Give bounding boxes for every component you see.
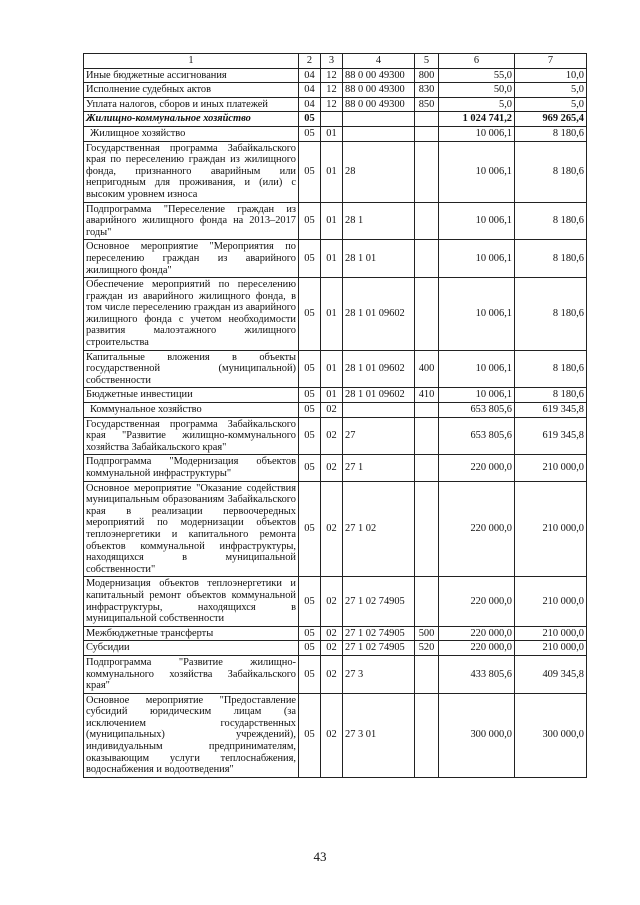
row-name-cell: Основное мероприятие "Предоставление субсидий юридическим лицам (за исключением государственных (муниципальных) учреждений), индивидуальным предпринимателям, оказывающим услуги теплоснабжения, водоснабжения и водоотведения": [84, 693, 299, 777]
amount-col7-cell: 8 180,6: [515, 388, 587, 403]
table-row: [84, 68, 587, 83]
expense-type-cell: [415, 455, 439, 481]
row-name-cell: Государственная программа Забайкальского края "Развитие жилищно-коммунального хозяйства Забайкальского края": [84, 417, 299, 455]
subsection-code-cell: 01: [321, 240, 343, 278]
section-code-cell: 05: [299, 417, 321, 455]
subsection-code-cell: 12: [321, 83, 343, 98]
target-article-cell: 28 1 01 09602: [343, 388, 415, 403]
target-article-cell: 27 1: [343, 455, 415, 481]
section-code-cell: 05: [299, 693, 321, 777]
page-number: 43: [313, 849, 327, 864]
table-row: [84, 202, 587, 240]
row-name-cell: Уплата налогов, сборов и иных платежей: [84, 97, 299, 112]
target-article-cell: 27 3 01: [343, 693, 415, 777]
section-code-cell: 05: [299, 141, 321, 202]
row-name-cell: Жилищно-коммунальное хозяйство: [84, 112, 299, 127]
expense-type-cell: [415, 278, 439, 351]
section-code-cell: 05: [299, 112, 321, 127]
expense-type-cell: [415, 202, 439, 240]
subsection-code-cell: 01: [321, 141, 343, 202]
header-cell: 1: [84, 54, 299, 69]
table-row: [84, 112, 587, 127]
amount-col6-cell: 653 805,6: [439, 403, 515, 418]
table-row: [84, 97, 587, 112]
row-name-cell: Иные бюджетные ассигнования: [84, 68, 299, 83]
amount-col7-cell: 619 345,8: [515, 417, 587, 455]
expense-type-cell: 400: [415, 350, 439, 388]
table-row: [84, 240, 587, 278]
amount-col6-cell: 220 000,0: [439, 626, 515, 641]
row-name-cell: Основное мероприятие "Оказание содействия муниципальным образованиям Забайкальского края в реализации первоочередных мероприятий по модернизации объектов теплоэнергетики и капитального ремонта объектов коммунальной инфраструктуры, находящихся в муниципальной собственности": [84, 481, 299, 577]
section-code-cell: 05: [299, 388, 321, 403]
amount-col6-cell: 1 024 741,2: [439, 112, 515, 127]
subsection-code-cell: 01: [321, 388, 343, 403]
section-code-cell: 04: [299, 83, 321, 98]
subsection-code-cell: 02: [321, 577, 343, 626]
row-name-cell: Жилищное хозяйство: [84, 126, 299, 141]
amount-col6-cell: 50,0: [439, 83, 515, 98]
expense-type-cell: [415, 655, 439, 693]
section-code-cell: 05: [299, 202, 321, 240]
table-row: [84, 83, 587, 98]
amount-col7-cell: 5,0: [515, 83, 587, 98]
amount-col7-cell: 8 180,6: [515, 202, 587, 240]
amount-col6-cell: 220 000,0: [439, 455, 515, 481]
subsection-code-cell: 02: [321, 417, 343, 455]
expense-type-cell: [415, 112, 439, 127]
table-row: [84, 455, 587, 481]
header-cell: 2: [299, 54, 321, 69]
target-article-cell: 27 1 02 74905: [343, 626, 415, 641]
amount-col6-cell: 433 805,6: [439, 655, 515, 693]
amount-col6-cell: 10 006,1: [439, 240, 515, 278]
amount-col7-cell: 8 180,6: [515, 278, 587, 351]
amount-col7-cell: 8 180,6: [515, 350, 587, 388]
amount-col6-cell: 220 000,0: [439, 577, 515, 626]
amount-col6-cell: 10 006,1: [439, 202, 515, 240]
target-article-cell: 28 1 01: [343, 240, 415, 278]
header-row: [84, 54, 587, 69]
header-cell: 3: [321, 54, 343, 69]
table-row: [84, 626, 587, 641]
section-code-cell: 05: [299, 240, 321, 278]
row-name-cell: Субсидии: [84, 641, 299, 656]
expense-type-cell: [415, 141, 439, 202]
subsection-code-cell: 02: [321, 655, 343, 693]
table-row: [84, 655, 587, 693]
target-article-cell: 28 1 01 09602: [343, 278, 415, 351]
header-cell: 5: [415, 54, 439, 69]
amount-col7-cell: 210 000,0: [515, 641, 587, 656]
amount-col7-cell: 969 265,4: [515, 112, 587, 127]
section-code-cell: 05: [299, 577, 321, 626]
amount-col6-cell: 10 006,1: [439, 350, 515, 388]
section-code-cell: 05: [299, 350, 321, 388]
target-article-cell: 27 1 02: [343, 481, 415, 577]
section-code-cell: 05: [299, 641, 321, 656]
expense-type-cell: [415, 693, 439, 777]
amount-col7-cell: 210 000,0: [515, 577, 587, 626]
row-name-cell: Подпрограмма "Развитие жилищно-коммунального хозяйства Забайкальского края": [84, 655, 299, 693]
subsection-code-cell: 02: [321, 693, 343, 777]
section-code-cell: 04: [299, 68, 321, 83]
target-article-cell: 28 1: [343, 202, 415, 240]
row-name-cell: Капитальные вложения в объекты государственной (муниципальной) собственности: [84, 350, 299, 388]
row-name-cell: Модернизация объектов теплоэнергетики и капитальный ремонт объектов коммунальной инфраструктуры, находящихся в муниципальной собственности: [84, 577, 299, 626]
amount-col6-cell: 10 006,1: [439, 141, 515, 202]
subsection-code-cell: 12: [321, 68, 343, 83]
row-name-cell: Подпрограмма "Модернизация объектов коммунальной инфраструктуры": [84, 455, 299, 481]
subsection-code-cell: 01: [321, 278, 343, 351]
expense-type-cell: [415, 417, 439, 455]
row-name-cell: Исполнение судебных актов: [84, 83, 299, 98]
amount-col7-cell: 210 000,0: [515, 626, 587, 641]
table-row: [84, 126, 587, 141]
table-row: [84, 417, 587, 455]
expense-type-cell: [415, 126, 439, 141]
section-code-cell: 05: [299, 278, 321, 351]
budget-table: [83, 53, 587, 778]
budget-table-body: [84, 68, 587, 777]
section-code-cell: 05: [299, 626, 321, 641]
header-cell: 4: [343, 54, 415, 69]
expense-type-cell: [415, 403, 439, 418]
target-article-cell: 28: [343, 141, 415, 202]
table-row: [84, 481, 587, 577]
section-code-cell: 05: [299, 403, 321, 418]
amount-col6-cell: 55,0: [439, 68, 515, 83]
section-code-cell: 05: [299, 481, 321, 577]
subsection-code-cell: 02: [321, 403, 343, 418]
target-article-cell: [343, 126, 415, 141]
table-row: [84, 403, 587, 418]
table-row: [84, 693, 587, 777]
amount-col7-cell: 8 180,6: [515, 141, 587, 202]
header-cell: 7: [515, 54, 587, 69]
section-code-cell: 05: [299, 455, 321, 481]
subsection-code-cell: 01: [321, 350, 343, 388]
table-row: [84, 141, 587, 202]
table-row: [84, 350, 587, 388]
subsection-code-cell: 02: [321, 641, 343, 656]
target-article-cell: 88 0 00 49300: [343, 97, 415, 112]
row-name-cell: Бюджетные инвестиции: [84, 388, 299, 403]
target-article-cell: 27: [343, 417, 415, 455]
amount-col7-cell: 5,0: [515, 97, 587, 112]
expense-type-cell: 800: [415, 68, 439, 83]
amount-col7-cell: 210 000,0: [515, 455, 587, 481]
expense-type-cell: 500: [415, 626, 439, 641]
amount-col6-cell: 10 006,1: [439, 388, 515, 403]
section-code-cell: 05: [299, 126, 321, 141]
amount-col7-cell: 300 000,0: [515, 693, 587, 777]
subsection-code-cell: 02: [321, 626, 343, 641]
expense-type-cell: [415, 240, 439, 278]
amount-col6-cell: 220 000,0: [439, 641, 515, 656]
row-name-cell: Коммунальное хозяйство: [84, 403, 299, 418]
amount-col6-cell: 220 000,0: [439, 481, 515, 577]
amount-col6-cell: 300 000,0: [439, 693, 515, 777]
header-cell: 6: [439, 54, 515, 69]
target-article-cell: 28 1 01 09602: [343, 350, 415, 388]
target-article-cell: 88 0 00 49300: [343, 68, 415, 83]
amount-col7-cell: 210 000,0: [515, 481, 587, 577]
target-article-cell: [343, 112, 415, 127]
amount-col7-cell: 8 180,6: [515, 240, 587, 278]
section-code-cell: 05: [299, 655, 321, 693]
target-article-cell: [343, 403, 415, 418]
amount-col6-cell: 653 805,6: [439, 417, 515, 455]
expense-type-cell: [415, 577, 439, 626]
amount-col7-cell: 8 180,6: [515, 126, 587, 141]
row-name-cell: Основное мероприятие "Мероприятия по переселению граждан из аварийного жилищного фонда": [84, 240, 299, 278]
target-article-cell: 27 1 02 74905: [343, 641, 415, 656]
table-row: [84, 577, 587, 626]
expense-type-cell: 410: [415, 388, 439, 403]
amount-col6-cell: 10 006,1: [439, 278, 515, 351]
amount-col6-cell: 5,0: [439, 97, 515, 112]
subsection-code-cell: 02: [321, 455, 343, 481]
amount-col6-cell: 10 006,1: [439, 126, 515, 141]
subsection-code-cell: [321, 112, 343, 127]
subsection-code-cell: 01: [321, 126, 343, 141]
expense-type-cell: [415, 481, 439, 577]
expense-type-cell: 850: [415, 97, 439, 112]
row-name-cell: Государственная программа Забайкальского края по переселению граждан из жилищного фонда, признанного аварийным или непригодным для проживания, и (или) с высоким уровнем износа: [84, 141, 299, 202]
target-article-cell: 88 0 00 49300: [343, 83, 415, 98]
row-name-cell: Обеспечение мероприятий по переселению граждан из аварийного жилищного фонда, в том числе переселению граждан из аварийного жилищного фонда с учетом необходимости развития малоэтажного жилищного строительства: [84, 278, 299, 351]
subsection-code-cell: 01: [321, 202, 343, 240]
amount-col7-cell: 409 345,8: [515, 655, 587, 693]
target-article-cell: 27 3: [343, 655, 415, 693]
section-code-cell: 04: [299, 97, 321, 112]
target-article-cell: 27 1 02 74905: [343, 577, 415, 626]
expense-type-cell: 520: [415, 641, 439, 656]
row-name-cell: Межбюджетные трансферты: [84, 626, 299, 641]
subsection-code-cell: 02: [321, 481, 343, 577]
table-row: [84, 641, 587, 656]
table-row: [84, 388, 587, 403]
amount-col7-cell: 10,0: [515, 68, 587, 83]
table-row: [84, 278, 587, 351]
subsection-code-cell: 12: [321, 97, 343, 112]
row-name-cell: Подпрограмма "Переселение граждан из аварийного жилищного фонда на 2013–2017 годы": [84, 202, 299, 240]
amount-col7-cell: 619 345,8: [515, 403, 587, 418]
expense-type-cell: 830: [415, 83, 439, 98]
